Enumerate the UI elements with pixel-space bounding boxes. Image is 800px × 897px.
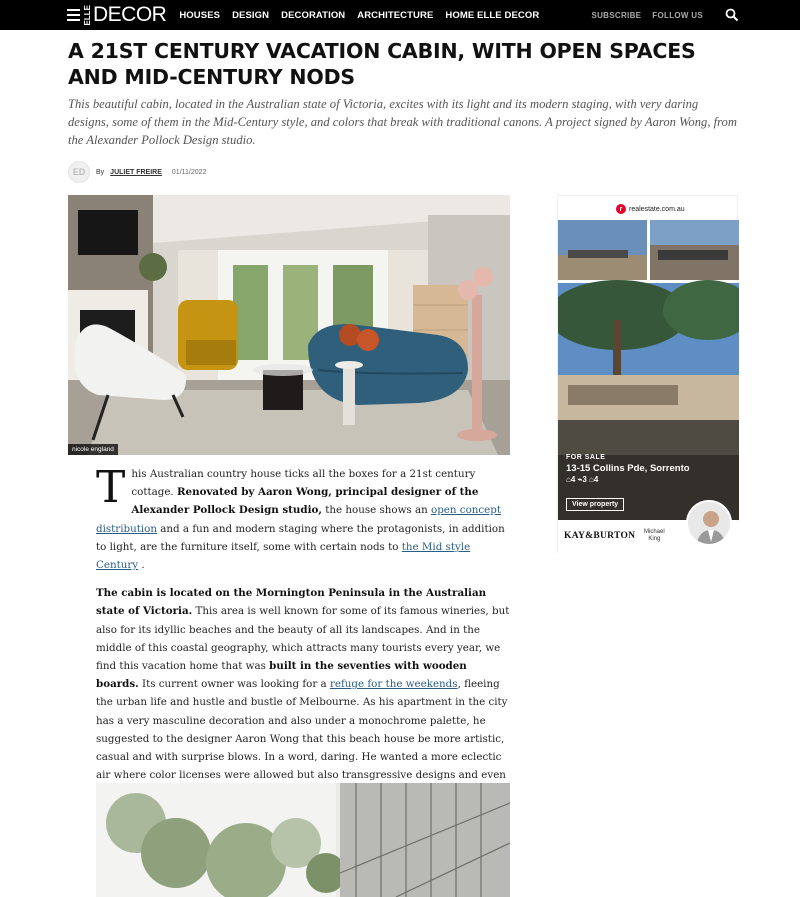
p2-bold-1: The cabin is located on the Mornington Peninsula in the Australian state of Victoria.: [96, 587, 487, 618]
hero-image: [68, 195, 510, 455]
paragraph-1: [96, 462, 510, 574]
drop-cap: T: [96, 462, 126, 513]
advertisement[interactable]: [557, 195, 738, 553]
nav-item-home-elle-decor[interactable]: HOME ELLE DECOR: [445, 9, 540, 21]
p1-text-3: and a fun and modern staging where the protagonists, in addition to light, are the furniture itself, some with certain nods to: [96, 522, 505, 553]
logo-elle: ELLE: [83, 4, 92, 26]
p1-text-1: his Australian country house ticks all the boxes for a 21st century cottage.: [131, 468, 476, 499]
nav-right: [591, 0, 703, 30]
link-mid-century[interactable]: the Mid style Century: [96, 540, 471, 572]
article-body: [96, 462, 510, 813]
p2-text-1: This area is well known for some of its famous wineries, but also for its idyllic beaches and the beauty of all its landscapes. And in the middle of this coastal geography, which attracts many tourists every year, we find this vacation home that was: [96, 605, 510, 673]
main-nav: [179, 10, 539, 21]
p2-bold-2: built in the seventies with wooden boards.: [96, 660, 467, 691]
author-link[interactable]: JULIET FREIRE: [110, 168, 162, 176]
ad-brand-name: realestate.com.au: [629, 205, 685, 213]
menu-icon[interactable]: [67, 9, 80, 21]
nav-item-decoration[interactable]: DECORATION: [281, 9, 346, 21]
for-sale-label: FOR SALE: [566, 454, 606, 461]
top-nav: [0, 0, 800, 30]
exterior-photo: [96, 783, 510, 897]
ad-brand: [616, 204, 685, 214]
subscribe-link[interactable]: SUBSCRIBE: [591, 10, 642, 20]
living-room-photo: [68, 195, 510, 455]
exterior-image: [96, 783, 510, 897]
listing-info: [566, 454, 690, 484]
view-property-button[interactable]: View property: [566, 498, 624, 511]
p1-bold-1: Renovated by Aaron Wong, principal designer of the Alexander Pollock Design studio,: [131, 486, 479, 517]
nav-item-architecture[interactable]: ARCHITECTURE: [357, 9, 434, 21]
nav-item-design[interactable]: DESIGN: [232, 9, 270, 21]
by-label: By: [96, 168, 105, 176]
nav-item-houses[interactable]: HOUSES: [179, 9, 221, 21]
p1-text-2: the house shows an: [321, 504, 432, 517]
p1-text-4: .: [138, 559, 145, 572]
paragraph-2: [96, 584, 510, 802]
listing-features: ⌂4 ⌁3 ⌂4: [566, 475, 599, 484]
listing-address: 13-15 Collins Pde, Sorrento: [566, 463, 690, 474]
article-title: A 21ST CENTURY VACATION CABIN, WITH OPEN SPACES AND MID-CENTURY NODS: [68, 39, 696, 89]
agency-logo: KAY&BURTON: [564, 531, 636, 541]
link-open-concept[interactable]: open concept distribution: [96, 504, 501, 535]
agent-photo: [686, 500, 732, 546]
logo-decor: DECOR: [93, 3, 167, 26]
follow-us-link[interactable]: FOLLOW US: [652, 10, 703, 20]
photo-credit: nicole england: [68, 444, 118, 455]
link-refuge-weekends[interactable]: refuge for the weekends: [329, 678, 458, 691]
site-logo[interactable]: [84, 0, 166, 30]
publish-date: 01/11/2022: [171, 168, 207, 176]
brand-logo-icon: r: [616, 204, 626, 214]
byline: [68, 161, 206, 183]
article-dek: This beautiful cabin, located in the Australian state of Victoria, excites with its light and its modern staging, with very daring designs, some of them in the Mid-Century style, and colors that break with traditional canons. A project signed by Aaron Wong, from the Alexander Pollock Design studio.: [68, 97, 737, 147]
p2-text-3: , fleeing the urban life and hustle and bustle of Melbourne. As his apartment in the city has a very masculine decoration and also under a monochrome palette, he suggested to the designer Aaron Wong that this beach house be more artistic, casual and with surprise blows. In a word, daring. He wanted a more eclectic air where color licenses were allowed but also transgressive designs and even: [96, 678, 508, 782]
agent-name: [644, 529, 665, 543]
agent-first-name: Michael: [644, 529, 665, 535]
author-avatar: ED: [68, 161, 90, 183]
agent-last-name: King: [648, 536, 661, 542]
search-icon[interactable]: [725, 8, 739, 22]
p2-text-2: Its current owner was looking for a: [138, 678, 330, 691]
